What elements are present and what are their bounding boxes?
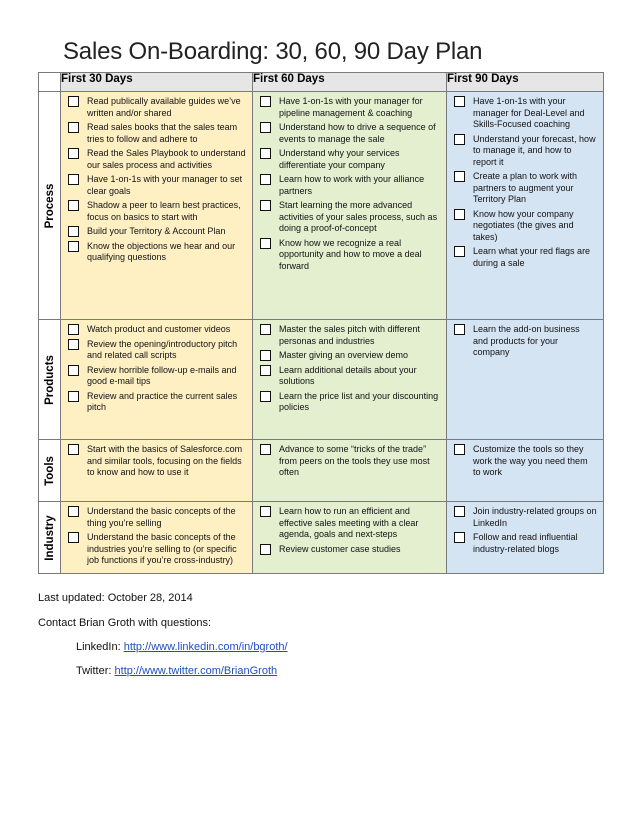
checklist-item-text: Customize the tools so they work the way you need them to work — [473, 444, 588, 477]
row-header-label: Industry — [43, 514, 56, 561]
checklist-item-text: Learn how to work with your alliance partners — [279, 174, 425, 196]
checklist-item-text: Watch product and customer videos — [87, 324, 231, 334]
plan-cell — [253, 440, 447, 502]
checklist-item-text: Learn the add-on business and products for your company — [473, 324, 580, 357]
checklist-item — [453, 96, 597, 131]
checklist-item — [453, 506, 597, 529]
table-row — [39, 320, 604, 440]
page-title: Sales On-Boarding: 30, 60, 90 Day Plan — [63, 38, 483, 65]
checklist — [253, 320, 446, 419]
checkbox-icon[interactable] — [68, 174, 79, 185]
checklist — [61, 440, 252, 484]
checklist — [447, 502, 603, 560]
checklist-item-text: Understand why your services differentiate your company — [279, 148, 400, 170]
checklist-item — [259, 544, 440, 556]
column-header: First 60 Days — [253, 73, 447, 92]
checkbox-icon[interactable] — [68, 391, 79, 402]
checkbox-icon[interactable] — [68, 241, 79, 252]
checklist-item — [453, 209, 597, 244]
checkbox-icon[interactable] — [68, 532, 79, 543]
checkbox-icon[interactable] — [260, 122, 271, 133]
checklist-item-text: Review the opening/introductory pitch and related call scripts — [87, 338, 238, 360]
checklist-item-text: Know how we recognize a real opportunity and how to move a deal forward — [279, 237, 422, 271]
checkbox-icon[interactable] — [68, 506, 79, 517]
checklist-item — [259, 506, 440, 541]
checklist-item — [453, 444, 597, 479]
checklist — [253, 502, 446, 560]
checklist — [61, 502, 252, 572]
checklist-item-text: Master the sales pitch with different personas and industries — [279, 324, 420, 346]
plan-cell — [447, 440, 604, 502]
checkbox-icon[interactable] — [260, 174, 271, 185]
checkbox-icon[interactable] — [260, 324, 271, 335]
plan-cell — [253, 502, 447, 574]
checklist-item-text: Read the Sales Playbook to understand our sales process and activities — [87, 148, 246, 170]
header-row — [39, 73, 604, 92]
checklist-item-text: Advance to some “tricks of the trade” from peers on the tools they use most often — [279, 444, 430, 477]
column-header: First 30 Days — [61, 73, 253, 92]
checklist-item — [259, 350, 440, 362]
checkbox-icon[interactable] — [68, 339, 79, 350]
checklist-item — [67, 324, 246, 336]
checkbox-icon[interactable] — [260, 544, 271, 555]
checklist-item-text: Understand how to drive a sequence of events to manage the sale — [279, 122, 436, 144]
checklist-item-text: Review customer case studies — [279, 543, 401, 554]
linkedin-link[interactable]: http://www.linkedin.com/in/bgroth/ — [123, 641, 288, 653]
checklist-item — [67, 339, 246, 362]
checklist-item — [259, 96, 440, 119]
plan-cell — [61, 92, 253, 320]
checklist — [447, 440, 603, 484]
checklist-item — [259, 174, 440, 197]
checklist — [253, 440, 446, 484]
plan-cell — [61, 502, 253, 574]
checkbox-icon[interactable] — [68, 324, 79, 335]
checklist-item-text: Read publically available guides we’ve written and/or shared — [87, 96, 241, 118]
corner-cell — [39, 73, 61, 92]
row-header-label: Process — [43, 183, 56, 228]
plan-cell — [253, 320, 447, 440]
checklist-item-text: Learn the price list and your discounting policies — [279, 390, 439, 412]
checkbox-icon[interactable] — [260, 350, 271, 361]
checkbox-icon[interactable] — [260, 391, 271, 402]
plan-cell — [447, 502, 604, 574]
checklist-item — [453, 324, 597, 359]
checklist — [447, 92, 603, 274]
plan-cell — [61, 320, 253, 440]
row-header-label: Products — [43, 354, 56, 405]
checklist-item — [67, 226, 246, 238]
row-header-label: Tools — [43, 455, 56, 486]
checklist-item — [259, 238, 440, 273]
last-updated: Last updated: October 28, 2014 — [38, 592, 193, 604]
checklist-item — [259, 148, 440, 171]
twitter-label: Twitter: — [76, 665, 115, 677]
checklist — [61, 320, 252, 419]
checklist-item — [67, 506, 246, 529]
checklist-item — [67, 444, 246, 479]
checklist-item-text: Create a plan to work with partners to augment your Territory Plan — [473, 171, 578, 204]
checkbox-icon[interactable] — [68, 96, 79, 107]
checkbox-icon[interactable] — [68, 365, 79, 376]
plan-cell — [447, 92, 604, 320]
checklist-item-text: Learn what your red flags are during a sale — [473, 246, 591, 268]
checkbox-icon[interactable] — [454, 444, 465, 455]
checklist — [447, 320, 603, 364]
plan-table — [38, 72, 604, 574]
checklist-item-text: Follow and read influential industry-related blogs — [473, 532, 578, 554]
checkbox-icon[interactable] — [68, 200, 79, 211]
checklist-item-text: Understand the basic concepts of the thing you’re selling — [87, 506, 236, 528]
checklist — [253, 92, 446, 277]
checklist-item — [453, 171, 597, 206]
checklist-item — [259, 122, 440, 145]
checklist-item-text: Know the objections we hear and our qualifying questions — [87, 240, 236, 262]
checklist-item-text: Shadow a peer to learn best practices, focus on basics to start with — [87, 200, 241, 222]
checkbox-icon[interactable] — [68, 444, 79, 455]
checklist-item-text: Understand your forecast, how to manage it, and how to report it — [473, 133, 596, 167]
checklist-item-text: Have 1-on-1s with your manager to set clear goals — [87, 174, 243, 196]
checklist-item — [453, 134, 597, 169]
checklist-item — [67, 365, 246, 388]
checkbox-icon[interactable] — [260, 238, 271, 249]
checkbox-icon[interactable] — [454, 209, 465, 220]
checklist-item-text: Learn how to run an efficient and effective sales meeting with a clear agenda, goals and next-steps — [279, 506, 419, 539]
plan-cell — [61, 440, 253, 502]
checkbox-icon[interactable] — [68, 122, 79, 133]
checklist-item-text: Understand the basic concepts of the industries you’re selling to (or specific job functions if you’re cross-industry) — [87, 532, 237, 565]
checkbox-icon[interactable] — [260, 96, 271, 107]
checklist-item-text: Review and practice the current sales pitch — [87, 390, 238, 412]
column-header: First 90 Days — [447, 73, 604, 92]
checklist-item-text: Start with the basics of Salesforce.com and similar tools, focusing on the fields to know and how to use it — [87, 444, 243, 477]
checklist-item-text: Know how your company negotiates (the gives and takes) — [473, 208, 574, 242]
table-row — [39, 440, 604, 502]
plan-cell — [447, 320, 604, 440]
checklist-item — [67, 200, 246, 223]
checklist-item-text: Master giving an overview demo — [279, 350, 409, 360]
checkbox-icon[interactable] — [454, 134, 465, 145]
checkbox-icon[interactable] — [260, 200, 271, 211]
twitter-link[interactable]: http://www.twitter.com/BrianGroth — [114, 665, 278, 677]
row-header — [39, 440, 61, 502]
checklist-item — [67, 122, 246, 145]
checklist-item-text: Start learning the more advanced activities of your sales process, such as doing a proof-of-concept — [279, 200, 438, 233]
row-header — [39, 502, 61, 574]
checkbox-icon[interactable] — [454, 532, 465, 543]
table-row — [39, 92, 604, 320]
checklist-item — [453, 532, 597, 555]
checkbox-icon[interactable] — [68, 148, 79, 159]
row-header — [39, 92, 61, 320]
checkbox-icon[interactable] — [454, 506, 465, 517]
checklist-item — [67, 148, 246, 171]
checkbox-icon[interactable] — [260, 444, 271, 455]
linkedin-label: LinkedIn: — [76, 641, 124, 653]
plan-cell — [253, 92, 447, 320]
checklist-item-text: Build your Territory & Account Plan — [87, 226, 226, 236]
checkbox-icon[interactable] — [454, 246, 465, 257]
checklist-item — [453, 246, 597, 269]
table-row — [39, 502, 604, 574]
checklist-item — [67, 174, 246, 197]
checklist-item — [67, 532, 246, 567]
checkbox-icon[interactable] — [260, 365, 271, 376]
checklist-item — [259, 444, 440, 479]
checklist-item-text: Have 1-on-1s with your manager for pipeline management & coaching — [279, 96, 423, 118]
checklist-item-text: Read sales books that the sales team tries to follow and adhere to — [87, 122, 238, 144]
linkedin-line — [76, 641, 288, 653]
checklist-item — [259, 365, 440, 388]
checklist-item — [67, 391, 246, 414]
checkbox-icon[interactable] — [454, 96, 465, 107]
checklist-item-text: Have 1-on-1s with your manager for Deal-Level and Skills-Focused coaching — [473, 96, 585, 129]
contact-line: Contact Brian Groth with questions: — [38, 617, 212, 629]
twitter-line — [76, 665, 277, 677]
checkbox-icon[interactable] — [454, 324, 465, 335]
checkbox-icon[interactable] — [260, 148, 271, 159]
checklist-item-text: Learn additional details about your solutions — [279, 364, 417, 386]
row-header — [39, 320, 61, 440]
checklist-item — [67, 96, 246, 119]
checklist-item-text: Join industry-related groups on LinkedIn — [473, 506, 597, 528]
checkbox-icon[interactable] — [260, 506, 271, 517]
checklist-item-text: Review horrible follow-up e-mails and good e-mail tips — [87, 364, 237, 386]
checklist — [61, 92, 252, 269]
checklist-item — [259, 200, 440, 235]
checklist-item — [67, 241, 246, 264]
checkbox-icon[interactable] — [454, 171, 465, 182]
checklist-item — [259, 324, 440, 347]
checkbox-icon[interactable] — [68, 226, 79, 237]
checklist-item — [259, 391, 440, 414]
